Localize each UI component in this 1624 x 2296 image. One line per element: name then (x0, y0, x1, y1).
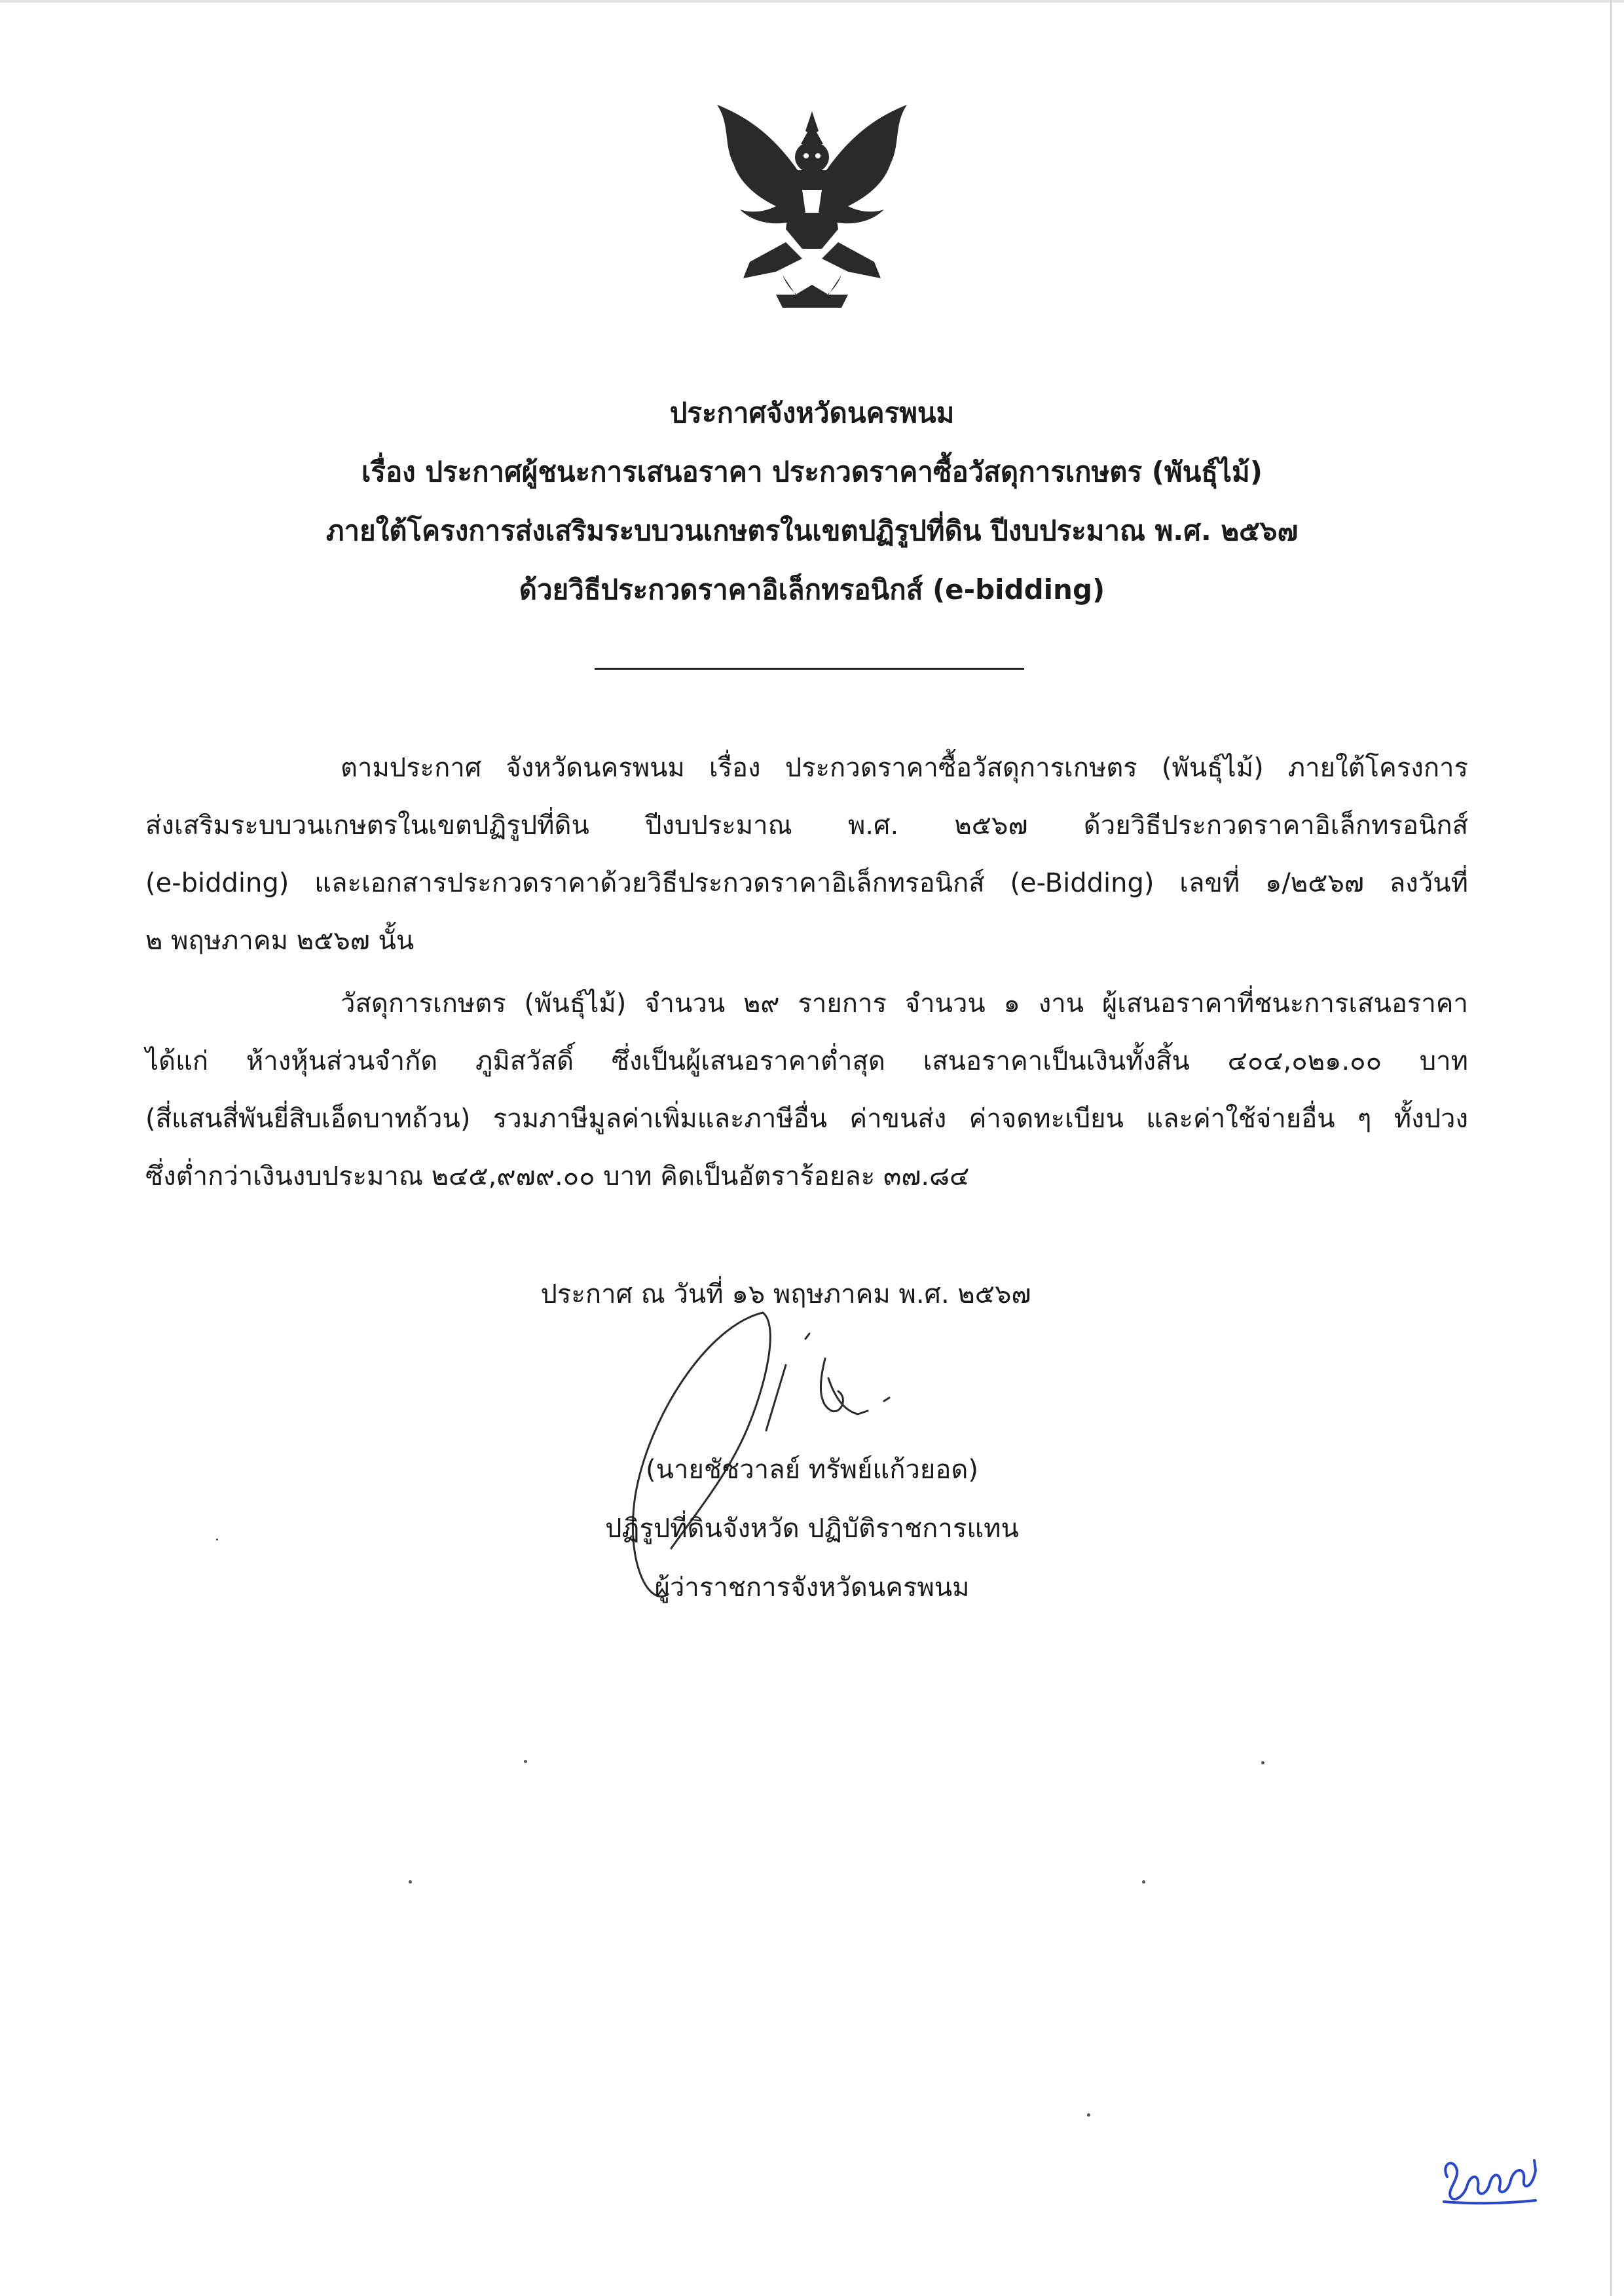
scan-edge-top (0, 0, 1624, 3)
scan-speck (1261, 1761, 1264, 1764)
paragraph-1-line-2: ส่งเสริมระบบวนเกษตรในเขตปฏิรูปที่ดิน ปีงบประมาณ พ.ศ. ๒๕๖๗ ด้วยวิธีประกวดราคาอิเล็กทรอนิกส์ (145, 811, 1468, 841)
signatory-on-behalf-of: ผู้ว่าราชการจังหวัดนครพนม (654, 1573, 970, 1603)
announcement-subject-line-3: ด้วยวิธีประกวดราคาอิเล็กทรอนิกส์ (e-bidding) (519, 574, 1105, 606)
announcement-title: ประกาศจังหวัดนครพนม (669, 397, 955, 429)
initials-mark (1437, 2151, 1542, 2210)
paragraph-2-line-4: ซึ่งต่ำกว่าเงินงบประมาณ ๒๔๕,๙๗๙.๐๐ บาท คิดเป็นอัตราร้อยละ ๓๗.๘๔ (145, 1161, 970, 1192)
scan-speck (1087, 2113, 1090, 2117)
paragraph-1-line-4: ๒ พฤษภาคม ๒๕๖๗ นั้น (145, 926, 415, 956)
scan-speck (409, 1880, 412, 1884)
announcement-subject-line-2: ภายใต้โครงการส่งเสริมระบบวนเกษตรในเขตปฏิรูปที่ดิน ปีงบประมาณ พ.ศ. ๒๕๖๗ (325, 515, 1299, 547)
paragraph-1-line-3: (e-bidding) และเอกสารประกวดราคาด้วยวิธีประกวดราคาอิเล็กทรอนิกส์ (e-Bidding) เลขที่ ๑/๒๕๖๗ ลงวันที่ (145, 868, 1468, 898)
heading-divider (595, 668, 1024, 670)
scan-speck (1142, 1880, 1145, 1884)
scan-edge-right (1610, 0, 1612, 2296)
paragraph-2-line-1: วัสดุการเกษตร (พันธุ์ไม้) จำนวน ๒๙ รายการ จำนวน ๑ งาน ผู้เสนอราคาที่ชนะการเสนอราคา (341, 989, 1468, 1019)
paragraph-2-line-2: ได้แก่ ห้างหุ้นส่วนจำกัด ภูมิสวัสดิ์ ซึ่งเป็นผู้เสนอราคาต่ำสุด เสนอราคาเป็นเงินทั้งสิ้น ๔๐๔,๐๒๑.๐๐ บาท (145, 1046, 1468, 1076)
scan-speck (524, 1760, 527, 1763)
signatory-position: ปฏิรูปที่ดินจังหวัด ปฏิบัติราชการแทน (605, 1514, 1019, 1544)
paragraph-1-line-1: ตามประกาศ จังหวัดนครพนม เรื่อง ประกวดราคาซื้อวัสดุการเกษตร (พันธุ์ไม้) ภายใต้โครงการ (341, 753, 1468, 783)
garuda-emblem-icon (704, 98, 920, 327)
announcement-subject-line-1: เรื่อง ประกาศผู้ชนะการเสนอราคา ประกวดราคาซื้อวัสดุการเกษตร (พันธุ์ไม้) (361, 456, 1263, 488)
signatory-name: (นายชัชวาลย์ ทรัพย์แก้วยอด) (646, 1455, 978, 1485)
scan-speck (216, 1539, 218, 1540)
announcement-date: ประกาศ ณ วันที่ ๑๖ พฤษภาคม พ.ศ. ๒๕๖๗ (540, 1279, 1031, 1309)
paragraph-2-line-3: (สี่แสนสี่พันยี่สิบเอ็ดบาทถ้วน) รวมภาษีมูลค่าเพิ่มและภาษีอื่น ค่าขนส่ง ค่าจดทะเบียน และค่าใช้จ่ายอื่น ๆ ทั้งปวง (145, 1104, 1468, 1134)
